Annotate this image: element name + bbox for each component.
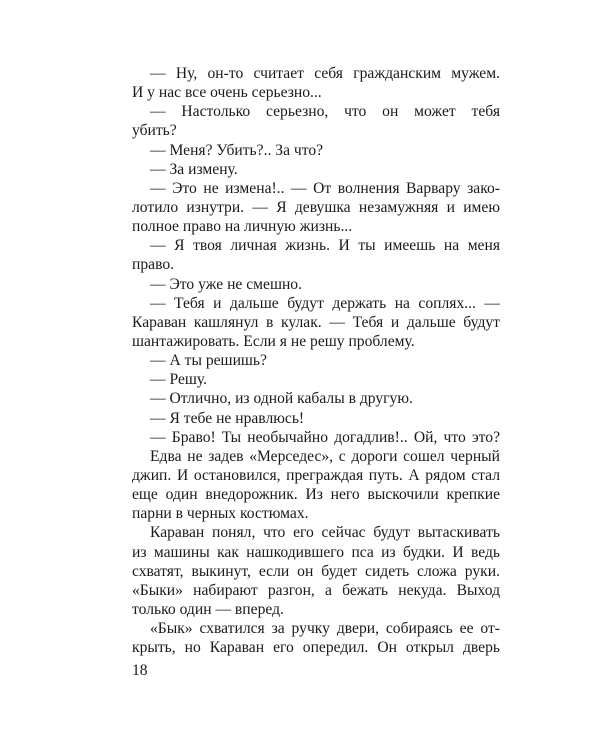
text-line: Караван кашлянул в кулак. — Тебя и дальше будут <box>132 313 500 331</box>
text-line: — Решу. <box>150 371 208 389</box>
text-line: — Меня? Убить?.. За что? <box>150 141 324 159</box>
text-line: — Я тебе не нравлюсь! <box>150 409 305 427</box>
text-line: — Это не измена!.. — От волнения Варвару зако- <box>150 179 500 197</box>
text-line: Караван понял, что его сейчас будут вытаскивать <box>150 524 500 542</box>
text-line: — За измену. <box>150 160 238 178</box>
text-line: — А ты решишь? <box>150 352 267 370</box>
text-line: крыть, но Караван его опередил. Он открыл дверь <box>132 639 500 657</box>
text-line: И у нас все очень серьезно... <box>132 84 322 102</box>
body-text <box>132 64 500 657</box>
text-line: джип. И остановился, преграждая путь. А рядом стал <box>132 466 500 484</box>
text-line: полное право на личную жизнь... <box>132 218 353 236</box>
text-line: шантажировать. Если я не решу проблему. <box>132 332 415 350</box>
text-line: «Бык» схватился за ручку двери, собираясь ее от- <box>150 620 500 638</box>
text-line: парни в черных костюмах. <box>132 505 309 523</box>
text-line: убить? <box>132 122 177 140</box>
text-line: лотило изнутри. — Я девушка незамужняя и имею <box>132 198 500 216</box>
page-number: 18 <box>132 662 148 679</box>
text-line: из машины как нашкодившего пса из будки. И ведь <box>132 543 500 561</box>
text-line: схватят, выкинут, если он будет сидеть сложа руки. <box>132 562 500 580</box>
text-line: — Ну, он-то считает себя гражданским мужем. <box>150 65 500 82</box>
text-line: — Настолько серьезно, что он может тебя <box>150 103 500 121</box>
text-line: — Отлично, из одной кабалы в другую. <box>150 390 413 408</box>
text-line: «Быки» набирают разгон, а бежать некуда. Выход <box>132 581 500 599</box>
text-line: право. <box>132 256 175 274</box>
text-line: еще один внедорожник. Из него выскочили крепкие <box>132 486 500 504</box>
text-line: Едва не задев «Мерседес», с дороги сошел черный <box>150 447 500 465</box>
text-line: — Браво! Ты необычайно догадлив!.. Ой, что это? <box>150 428 500 446</box>
text-line: — Тебя и дальше будут держать на соплях... — <box>150 294 500 312</box>
text-line: только один — вперед. <box>132 600 284 618</box>
text-line: — Я твоя личная жизнь. И ты имеешь на меня <box>150 237 500 255</box>
text-line: — Это уже не смешно. <box>150 275 302 293</box>
